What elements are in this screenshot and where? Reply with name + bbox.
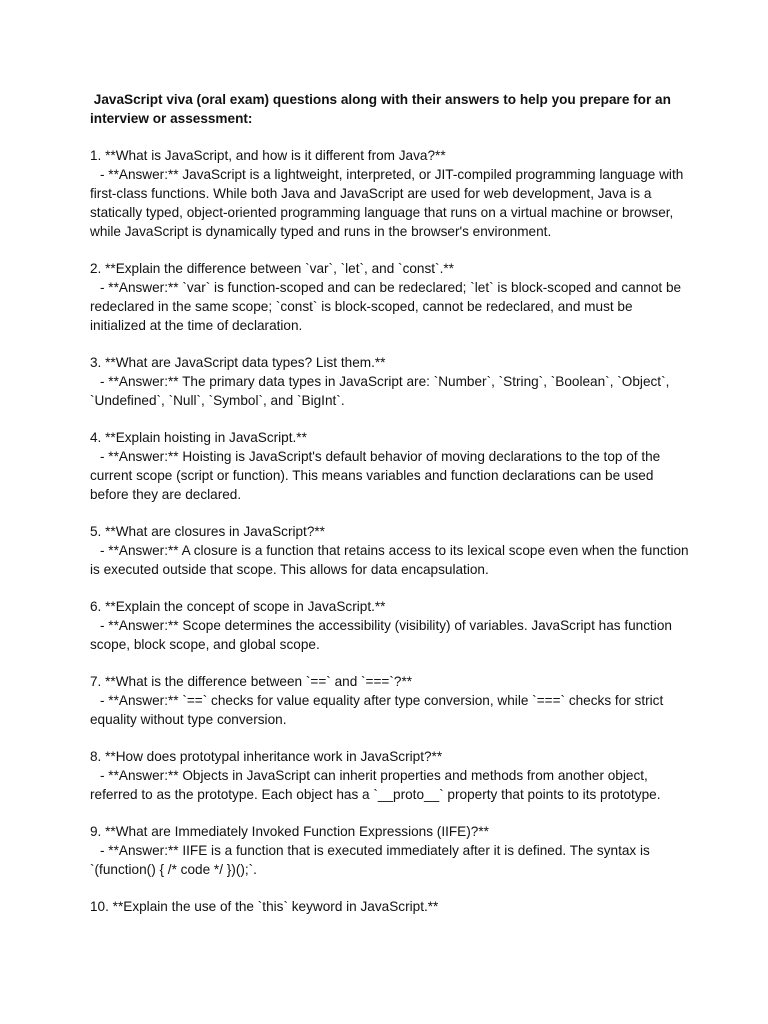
answer-7: - **Answer:** `==` checks for value equality after type conversion, while `===` checks for strict equality without type conversion. bbox=[90, 693, 668, 727]
question-10: 10. **Explain the use of the `this` keyword in JavaScript.** bbox=[90, 899, 439, 914]
question-5: 5. **What are closures in JavaScript?** bbox=[90, 524, 325, 539]
question-1: 1. **What is JavaScript, and how is it different from Java?** bbox=[90, 148, 446, 163]
qa-item-3 bbox=[90, 353, 690, 410]
question-4: 4. **Explain hoisting in JavaScript.** bbox=[90, 430, 307, 445]
question-7: 7. **What is the difference between `==` and `===`?** bbox=[90, 674, 413, 689]
answer-2: - **Answer:** `var` is function-scoped and can be redeclared; `let` is block-scoped and cannot be redeclared in the same scope; `const` is block-scoped, cannot be redeclared, and must be initialized at the time of declaration. bbox=[90, 280, 685, 333]
qa-item-2 bbox=[90, 259, 690, 335]
answer-4: - **Answer:** Hoisting is JavaScript's default behavior of moving declarations to the top of the current scope (script or function). This means variables and function declarations can be used before they are declared. bbox=[90, 449, 665, 502]
qa-item-1 bbox=[90, 146, 690, 241]
qa-item-4 bbox=[90, 428, 690, 504]
qa-item-10 bbox=[90, 897, 690, 916]
question-2: 2. **Explain the difference between `var`, `let`, and `const`.** bbox=[90, 261, 454, 276]
answer-3: - **Answer:** The primary data types in JavaScript are: `Number`, `String`, `Boolean`, `Object`, `Undefined`, `Null`, `Symbol`, and `BigInt`. bbox=[90, 374, 674, 408]
question-6: 6. **Explain the concept of scope in JavaScript.** bbox=[90, 599, 386, 614]
answer-8: - **Answer:** Objects in JavaScript can inherit properties and methods from another object, referred to as the prototype. Each object has a `__proto__` property that points to its prototype. bbox=[90, 768, 661, 802]
qa-item-9 bbox=[90, 822, 690, 879]
answer-1: - **Answer:** JavaScript is a lightweight, interpreted, or JIT-compiled programming language with first-class functions. While both Java and JavaScript are used for web development, Java is a statically typed, object-oriented programming language that runs on a virtual machine or browser, while JavaScript is dynamically typed and runs in the browser's environment. bbox=[90, 167, 688, 239]
answer-5: - **Answer:** A closure is a function that retains access to its lexical scope even when the function is executed outside that scope. This allows for data encapsulation. bbox=[90, 543, 693, 577]
answer-6: - **Answer:** Scope determines the accessibility (visibility) of variables. JavaScript has function scope, block scope, and global scope. bbox=[90, 618, 676, 652]
qa-item-7 bbox=[90, 672, 690, 729]
answer-9: - **Answer:** IIFE is a function that is executed immediately after it is defined. The syntax is `(function() { /* code */ })();`. bbox=[90, 843, 654, 877]
document-heading: JavaScript viva (oral exam) questions along with their answers to help you prepare for an interview or assessment: bbox=[90, 92, 675, 126]
question-3: 3. **What are JavaScript data types? List them.** bbox=[90, 355, 386, 370]
document-content bbox=[90, 90, 693, 934]
question-9: 9. **What are Immediately Invoked Function Expressions (IIFE)?** bbox=[90, 824, 489, 839]
qa-item-5 bbox=[90, 522, 693, 579]
qa-item-8 bbox=[90, 747, 690, 804]
qa-item-6 bbox=[90, 597, 690, 654]
question-8: 8. **How does prototypal inheritance work in JavaScript?** bbox=[90, 749, 443, 764]
